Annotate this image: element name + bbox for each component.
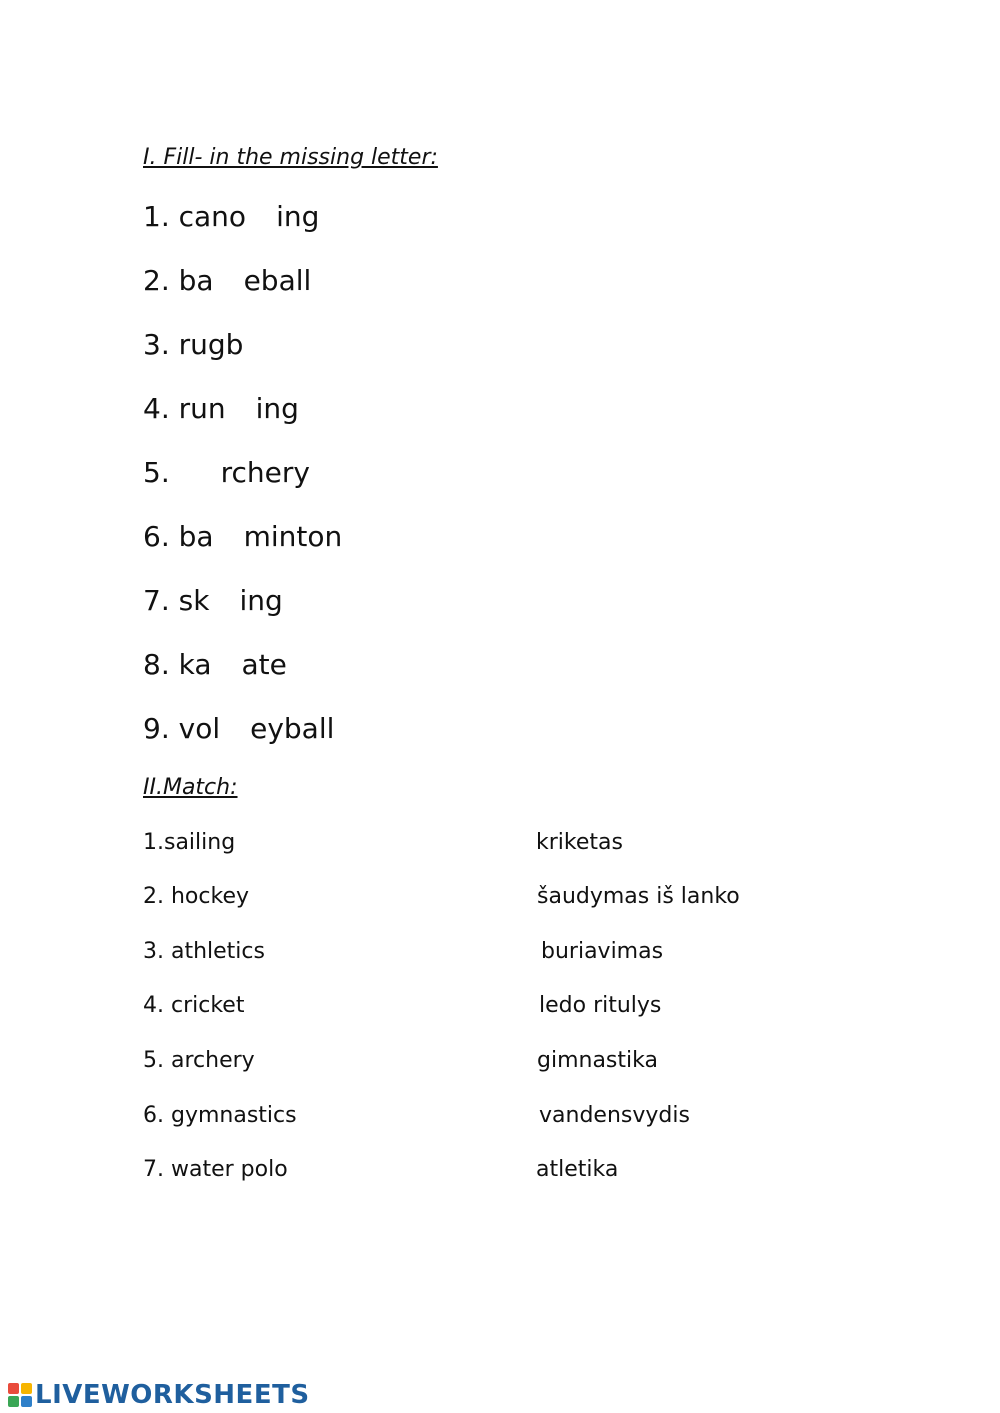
logo-block: [8, 1383, 19, 1394]
logo-block: [21, 1396, 32, 1407]
item-number: 1.: [143, 200, 170, 233]
liveworksheets-logo: [8, 1380, 310, 1410]
match-right-item-1[interactable]: kriketas: [536, 830, 623, 855]
match-right-item-3[interactable]: buriavimas: [541, 939, 664, 964]
word-part-after: minton: [243, 520, 343, 553]
match-right-item-5[interactable]: gimnastika: [537, 1048, 658, 1073]
fill-item-4: [143, 392, 299, 425]
word-part-before: ba: [178, 264, 214, 297]
match-right-item-6[interactable]: vandensvydis: [539, 1103, 690, 1128]
word-part-after: ate: [241, 648, 287, 681]
fill-item-8: [143, 648, 287, 681]
logo-block: [8, 1396, 19, 1407]
item-number: 6.: [143, 520, 170, 553]
section1-heading: I. Fill- in the missing letter:: [143, 145, 438, 170]
item-number: 2.: [143, 264, 170, 297]
word-part-after: eball: [243, 264, 312, 297]
word-part-before: cano: [178, 200, 247, 233]
item-number: 3.: [143, 328, 170, 361]
match-right-item-7[interactable]: atletika: [536, 1157, 619, 1182]
word-part-before: run: [178, 392, 226, 425]
fill-item-3: [143, 328, 273, 361]
match-left-item-6[interactable]: 6. gymnastics: [143, 1103, 297, 1128]
match-left-item-5[interactable]: 5. archery: [143, 1048, 255, 1073]
word-part-before: ba: [178, 520, 214, 553]
word-part-before: ka: [178, 648, 212, 681]
word-part-after: ing: [239, 584, 283, 617]
fill-item-1: [143, 200, 319, 233]
word-part-before: rugb: [178, 328, 244, 361]
match-left-item-1[interactable]: 1.sailing: [143, 830, 236, 855]
item-number: 4.: [143, 392, 170, 425]
match-right-item-4[interactable]: ledo ritulys: [539, 993, 662, 1018]
fill-item-9: [143, 712, 334, 745]
section2-heading: II.Match:: [143, 775, 238, 800]
word-part-before: sk: [178, 584, 210, 617]
fill-item-2: [143, 264, 311, 297]
match-right-item-2[interactable]: šaudymas iš lanko: [537, 884, 740, 909]
logo-text: LIVEWORKSHEETS: [35, 1380, 310, 1410]
word-part-after: eyball: [250, 712, 335, 745]
match-left-item-4[interactable]: 4. cricket: [143, 993, 245, 1018]
match-left-item-3[interactable]: 3. athletics: [143, 939, 265, 964]
fill-item-6: [143, 520, 342, 553]
fill-item-7: [143, 584, 283, 617]
match-left-item-2[interactable]: 2. hockey: [143, 884, 249, 909]
match-left-item-7[interactable]: 7. water polo: [143, 1157, 288, 1182]
word-part-before: vol: [178, 712, 221, 745]
word-part-after: ing: [255, 392, 299, 425]
word-part-after: rchery: [220, 456, 310, 489]
item-number: 5.: [143, 456, 170, 489]
logo-block: [21, 1383, 32, 1394]
fill-item-5: [143, 456, 310, 489]
item-number: 9.: [143, 712, 170, 745]
item-number: 8.: [143, 648, 170, 681]
logo-blocks-icon: [8, 1383, 32, 1407]
word-part-after: ing: [276, 200, 320, 233]
item-number: 7.: [143, 584, 170, 617]
